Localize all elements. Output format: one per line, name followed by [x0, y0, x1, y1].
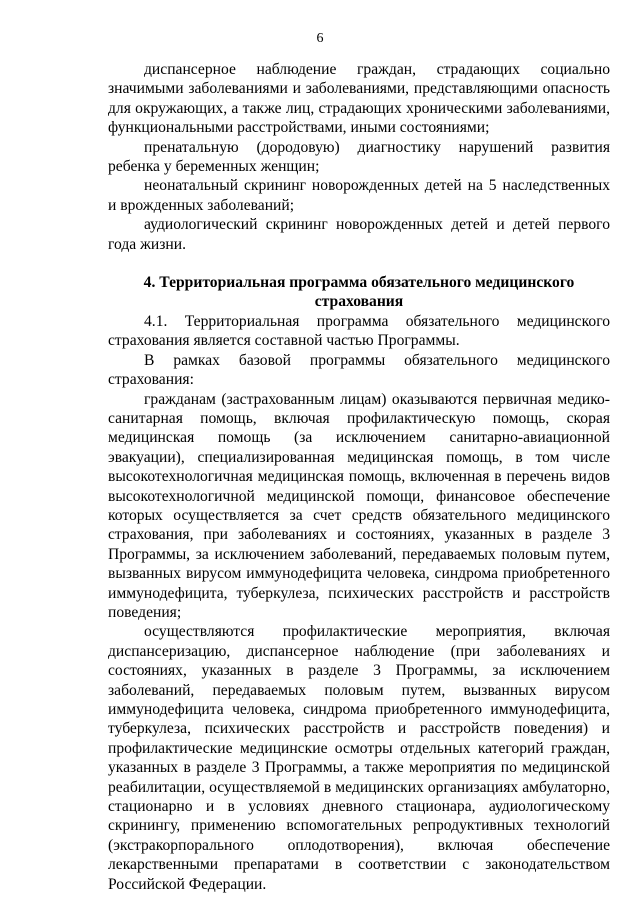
paragraph: диспансерное наблюдение граждан, страдающих социально значимыми заболеваниями и заболеваниями, представляющими опасность для окружающих, а также лиц, страдающих хроническими заболеваниями, функциональными расстройствами, иными состояниями; — [108, 61, 610, 137]
paragraph: осуществляются профилактические мероприятия, включая диспансеризацию, диспансерное наблюдение (при заболеваниях и состояниях, указанных в разделе 3 Программы, за исключением заболеваний, передаваемых половым путем, вызванных вирусом иммунодефицита человека, синдрома приобретенного иммунодефицита, туберкулеза, психических расстройств и расстройств поведения) и профилактические медицинские осмотры отдельных категорий граждан, указанных в разделе 3 Программы, а также мероприятия по медицинской реабилитации, осуществляемой в медицинских организациях амбулаторно, стационарно и в условиях дневного стационара, аудиологическому скринингу, применению вспомогательных репродуктивных технологий (экстракорпорального оплодотворения), включая обеспечение лекарственными препаратами в соответствии с законодательством Российской Федерации. — [108, 623, 610, 893]
paragraph: гражданам (застрахованным лицам) оказываются первичная медико-санитарная помощь, включая профилактическую помощь, скорая медицинская помощь (за исключением санитарно-авиационной эвакуации), специализированная медицинская помощь, в том числе высокотехнологичная медицинская помощь, включенная в перечень видов высокотехнологичной медицинской помощи, финансовое обеспечение которых осуществляется за счет средств обязательного медицинского страхования, при заболеваниях и состояниях, указанных в разделе 3 Программы, за исключением заболеваний, передаваемых половым путем, вызванных вирусом иммунодефицита человека, синдрома приобретенного иммунодефицита, туберкулеза, психических расстройств и расстройств поведения; — [108, 390, 610, 621]
paragraph: неонатальный скрининг новорожденных детей на 5 наследственных и врожденных заболеваний; — [108, 177, 610, 214]
page-number: 6 — [316, 31, 324, 46]
paragraph: пренатальную (дородовую) диагностику нарушений развития ребенка у беременных женщин; — [108, 138, 610, 176]
paragraph: аудиологический скрининг новорожденных детей и детей первого года жизни. — [108, 216, 610, 253]
paragraph: 4.1. Территориальная программа обязательного медицинского страхования является составной частью Программы. — [108, 312, 610, 350]
paragraph: В рамках базовой программы обязательного медицинского страхования: — [108, 351, 610, 389]
document-body — [108, 60, 610, 894]
section-heading: 4. Территориальная программа обязательного медицинского страхования — [143, 274, 575, 311]
section-spacer — [108, 254, 610, 273]
